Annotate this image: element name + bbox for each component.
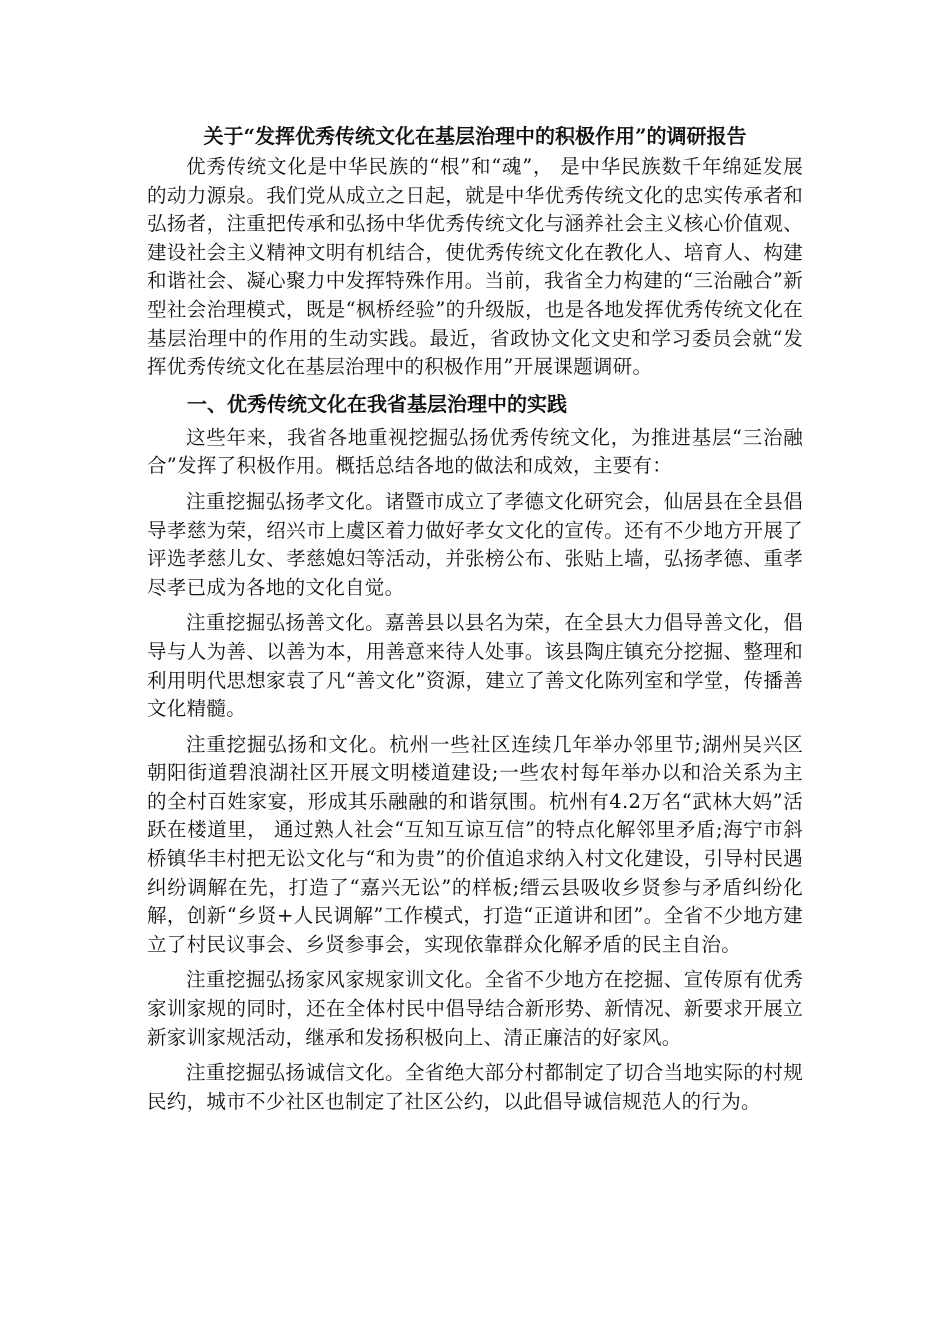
section-paragraph-family-rules-culture: 注重挖掘弘扬家风家规家训文化。全省不少地方在挖掘、宣传原有优秀家训家规的同时，还在全体村民中倡导结合新形势、新情况、新要求开展立新家训家规活动，继承和发扬积极向上、清正廉洁的好家风。 bbox=[147, 968, 803, 1049]
section-heading: 一、优秀传统文化在我省基层治理中的实践 bbox=[187, 391, 567, 416]
document-title: 关于“发挥优秀传统文化在基层治理中的积极作用”的调研报告 bbox=[203, 124, 747, 148]
section-paragraph-kindness-culture: 注重挖掘弘扬善文化。嘉善县以县名为荣，在全县大力倡导善文化，倡导与人为善、以善为本，用善意来待人处事。该县陶庄镇充分挖掘、整理和利用明代思想家袁了凡“善文化”资源，建立了善文化陈列室和学堂，传播善文化精髓。 bbox=[147, 611, 803, 721]
section-paragraph-filial-culture: 注重挖掘弘扬孝文化。诸暨市成立了孝德文化研究会，仙居县在全县倡导孝慈为荣，绍兴市上虞区着力做好孝女文化的宣传。还有不少地方开展了评选孝慈儿女、孝慈媳妇等活动，并张榜公布、张贴上墙，弘扬孝德、重孝尽孝已成为各地的文化自觉。 bbox=[147, 489, 803, 599]
document-body bbox=[147, 121, 803, 1123]
section-paragraph-integrity-culture: 注重挖掘弘扬诚信文化。全省绝大部分村都制定了切合当地实际的村规民约，城市不少社区也制定了社区公约，以此倡导诚信规范人的行为。 bbox=[147, 1061, 803, 1113]
section-paragraph-overview: 这些年来，我省各地重视挖掘弘扬优秀传统文化，为推进基层“三治融合”发挥了积极作用。概括总结各地的做法和成效，主要有： bbox=[147, 425, 803, 478]
section-paragraph-harmony-culture: 注重挖掘弘扬和文化。杭州一些社区连续几年举办邻里节;湖州吴兴区朝阳街道碧浪湖社区开展文明楼道建设;一些农村每年举办以和洽关系为主的全村百姓家宴，形成其乐融融的和谐氛围。杭州有4.2万名“武林大妈”活跃在楼道里， 通过熟人社会“互知互谅互信”的特点化解邻里矛盾;海宁市斜桥镇华丰村把无讼文化与“和为贵”的价值追求纳入村文化建设，引导村民遇纠纷调解在先，打造了“嘉兴无讼”的样板;缙云县吸收乡贤参与矛盾纠纷化解，创新“乡贤+人民调解”工作模式，打造“正道讲和团”。全省不少地方建立了村民议事会、乡贤参事会，实现依靠群众化解矛盾的民主自治。 bbox=[147, 732, 803, 956]
intro-paragraph: 优秀传统文化是中华民族的“根”和“魂”， 是中华民族数千年绵延发展的动力源泉。我们党从成立之日起，就是中华优秀传统文化的忠实传承者和弘扬者，注重把传承和弘扬中华优秀传统文化与涵养社会主义核心价值观、建设社会主义精神文明有机结合，使优秀传统文化在教化人、培育人、构建和谐社会、凝心聚力中发挥特殊作用。当前，我省全力构建的“三治融合”新型社会治理模式，既是“枫桥经验”的升级版，也是各地发挥优秀传统文化在基层治理中的作用的生动实践。最近，省政协文化文史和学习委员会就“发挥优秀传统文化在基层治理中的积极作用”开展课题调研。 bbox=[147, 155, 803, 379]
